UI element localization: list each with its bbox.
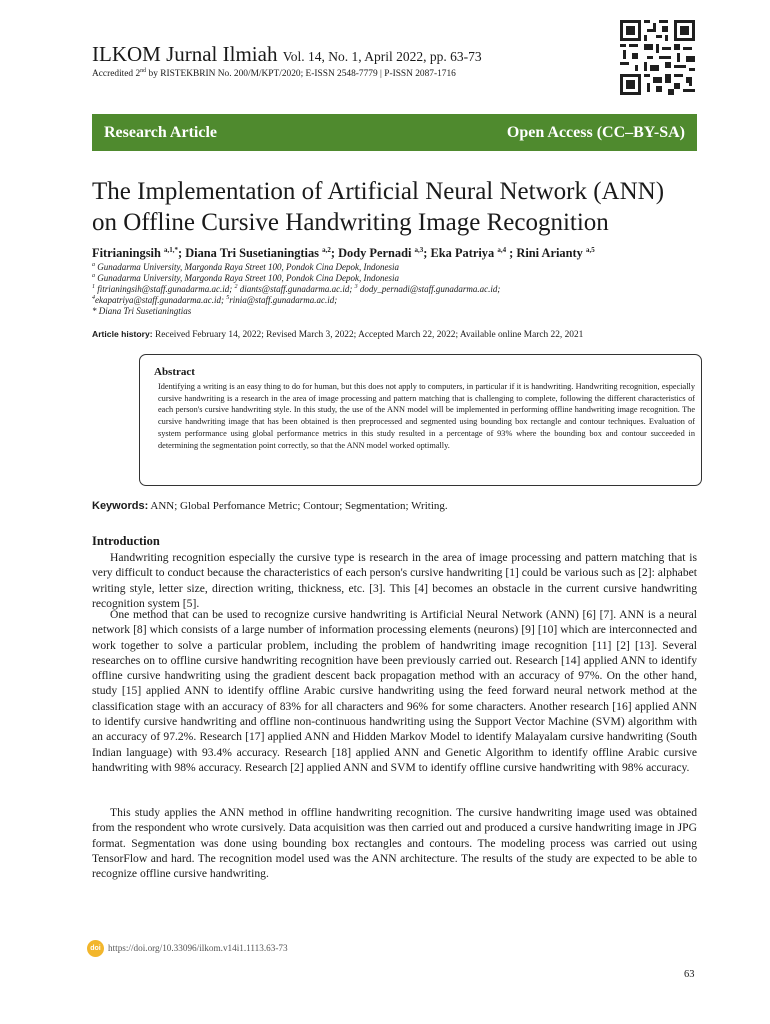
email-link[interactable]: rinia@staff.gunadarma.ac.id; — [229, 295, 338, 305]
article-history-text: Received February 14, 2022; Revised March 3, 2022; Accepted March 22, 2022; Available online March 22, 2021 — [155, 330, 584, 340]
doi-icon: doi — [87, 940, 104, 957]
accredited-prefix: Accredited 2 — [92, 69, 141, 80]
article-history-label: Article history: — [92, 329, 153, 339]
corresponding-author: * Diana Tri Susetianingtias — [92, 306, 192, 316]
author-name: Fitrianingsih — [92, 246, 161, 261]
affiliation-mark: a — [92, 273, 95, 279]
accredited-sup: nd — [140, 68, 147, 74]
intro-paragraph-2: One method that can be used to recognize cursive handwriting is Artificial Neural Network (ANN) [6] [7]. ANN is a neural network [8] which consists of a large number of information processing elements (neurons) [9] [10] which are interconnected and work together to solve a particular problem, including the problem of handwriting image recognition [11] [2] [13]. Several researches on to offline cursive handwriting recognition have been previously carried out. Research [14] applied ANN to identify offline cursive handwriting using the gradient descent back propagation method with an accuracy of 97%. On the other hand, study [15] applied ANN to identify offline Arabic cursive handwriting using the feed forward neural network method at the classification stage with an accuracy of 83% for all characters and 96% for some characters. Another research [16] applied ANN to identify cursive handwriting and offline non-continuous handwriting using the Support Vector Machine (SVM) algorithm with an accuracy of 97.2%. Research [17] applied ANN and Hidden Markov Model to identify Malayalam cursive handwriting (South Indian language) with 93.4% accuracy. Research [18] applied ANN and Genetic Algorithm to identify offline Arabic cursive handwriting with 98% accuracy. Research [2] applied ANN and SVM to identify offline cursive handwriting with 98% accuracy. — [92, 608, 697, 774]
author-name: Diana Tri Susetianingtias — [185, 246, 320, 261]
author-affiliation-mark: a,5 — [585, 246, 595, 254]
accredited-rest: by RISTEKBRIN No. 200/M/KPT/2020; E-ISSN 2548-7779 | P-ISSN 2087-1716 — [148, 69, 456, 80]
abstract-text: Identifying a writing is an easy thing to do for human, but this does not apply to computers, in particular if it is handwriting. Handwriting recognition, especially cursive handwriting is a research in the area of image processing and pattern matching that is challenging to complete, following the different characteristics of each person's cursive handwriting style. In this study, the use of the ANN model will be implemented in performing offline handwriting image recognition. The cursive handwriting image that has been obtained is then preprocessed and segmented using bounding box rectangle and contour techniques. Evaluation of system performance using global performance metrics in this study resulted in a percentage of 93% where the bounding box and contour succeeded in determining the segmentation point correctly, so that the ANN model worked optimally. — [158, 382, 695, 450]
volume-info: Vol. 14, No. 1, April 2022, pp. 63-73 — [282, 49, 482, 64]
accreditation-line — [92, 68, 456, 79]
paper-title-line-2: on Offline Cursive Handwriting Image Recognition — [92, 209, 609, 236]
introduction-heading: Introduction — [92, 534, 160, 548]
qr-code-icon — [620, 20, 695, 95]
keywords-label: Keywords: — [92, 500, 149, 512]
affiliation-mark: a — [92, 262, 95, 268]
journal-name: ILKOM Jurnal Ilmiah — [92, 42, 278, 66]
author-name: Eka Patriya — [430, 246, 495, 261]
author-list: Fitrianingsih $^{a,1,*}$; Diana Tri Susetianingtias $^{a,2}$; Dody Pernadi $^{a,3}$; Eka Patriya $^{a,4}$ ; Rini Arianty $^{a,5}$ — [92, 246, 595, 261]
abstract-heading: Abstract — [154, 366, 195, 378]
author-name: Rini Arianty — [516, 246, 583, 261]
author-affiliation-mark: a,4 — [497, 246, 507, 254]
doi-link[interactable]: https://doi.org/10.33096/ilkom.v14i1.1113.63-73 — [108, 943, 288, 953]
author-affiliation-mark: a,1,* — [163, 246, 178, 254]
author-affiliation-mark: a,2 — [322, 246, 331, 254]
email-link[interactable]: ekapatriya@staff.gunadarma.ac.id; — [95, 295, 225, 305]
page-number: 63 — [684, 969, 695, 980]
email-mark: 1 — [92, 284, 95, 290]
paper-title — [92, 176, 712, 238]
email-mark: 4 — [92, 295, 95, 301]
article-type-banner — [92, 114, 697, 151]
affiliation-text: Gunadarma University, Margonda Raya Street 100, Pondok Cina Depok, Indonesia — [97, 273, 400, 283]
author-affiliation-mark: a,3 — [414, 246, 424, 254]
email-line-1 — [92, 284, 500, 294]
affiliation-text: Gunadarma University, Margonda Raya Street 100, Pondok Cina Depok, Indonesia — [97, 262, 400, 272]
email-line-2 — [92, 295, 337, 305]
article-history — [92, 329, 583, 340]
journal-title — [92, 42, 482, 67]
affiliation-2 — [92, 273, 399, 283]
email-mark: 3 — [354, 284, 358, 290]
author-name: Dody Pernadi — [338, 246, 412, 261]
keywords — [92, 500, 448, 512]
intro-paragraph-1: Handwriting recognition especially the cursive type is research in the area of image processing and pattern matching that is very difficult to conduct because the characteristics of each person's cursive handwriting [1] could be various such as [2]: alphabet writing style, letter size, direction writing, thickness, etc. [3]. This [4] becomes an obstacle in the current cursive handwriting recognition system [5]. — [92, 551, 697, 610]
email-mark: 2 — [234, 284, 238, 290]
email-link[interactable]: diants@staff.gunadarma.ac.id; — [239, 284, 353, 294]
paper-title-line-1: The Implementation of Artificial Neural Network (ANN) — [92, 178, 665, 205]
research-article-label: Research Article — [104, 123, 217, 141]
keywords-text: ANN; Global Perfomance Metric; Contour; Segmentation; Writing. — [150, 500, 448, 512]
email-link[interactable]: fitrianingsih@staff.gunadarma.ac.id; — [97, 284, 233, 294]
intro-paragraph-3: This study applies the ANN method in offline handwriting recognition. The cursive handwriting image used was obtained from the respondent who wrote cursively. Data acquisition was then carried out and produced a cursive handwriting image in JPG format. Segmentation was done using bounding box rectangles and contours. The modeling process was carried out using TensorFlow and hard. The recognition model used was the ANN architecture. The results of the study are expected to be able to recognize offline cursive handwriting. — [92, 806, 697, 881]
open-access-label: Open Access (CC–BY-SA) — [506, 123, 685, 141]
email-mark: 5 — [226, 295, 230, 301]
affiliation-1 — [92, 262, 399, 272]
email-link[interactable]: dody_pernadi@staff.gunadarma.ac.id; — [359, 284, 501, 294]
